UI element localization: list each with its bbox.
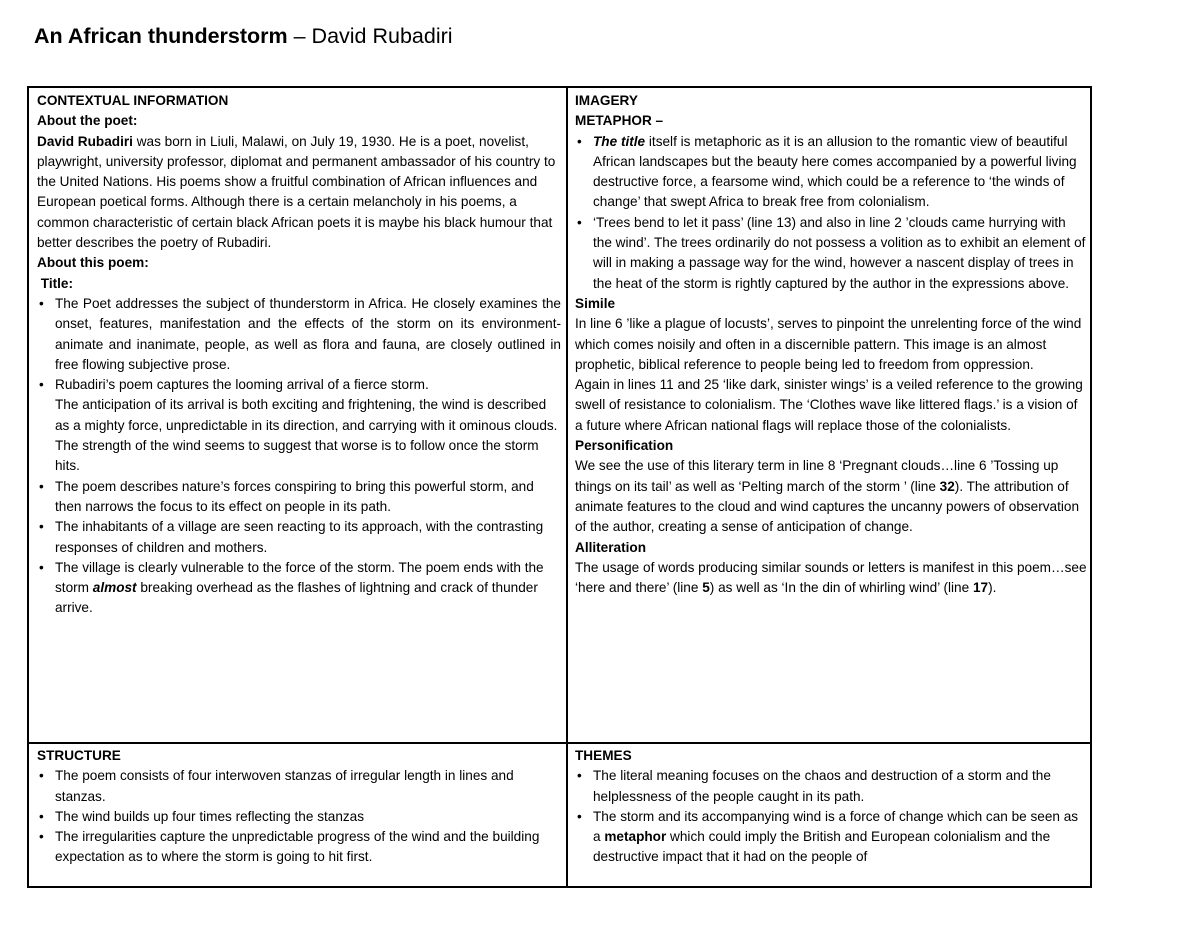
simile-text-1: In line 6 ’like a plague of locusts’, serves to pinpoint the unrelenting force of the wind which comes noisily and often in a discernible pattern. This image is an almost prophetic, biblical reference to people being led to freedom from oppression. [575, 316, 1082, 372]
list-item: • The literal meaning focuses on the chaos and destruction of a storm and the helplessness of the people caught in its path. [593, 766, 1087, 807]
poet-name: David Rubadiri [37, 133, 133, 149]
list-item: • The wind builds up four times reflecting the stanzas [55, 807, 561, 827]
simile-text-2: Again in lines 11 and 25 ‘like dark, sinister wings’ is a veiled reference to the growing swell of resistance to colonialism. The ‘Clothes wave like littered flags.’ is a vision of a future where African national flags will replace those of the colonialists. [575, 377, 1083, 433]
alliteration-text-a: The usage of words producing similar sounds or letters is manifest in this poem…see ‘here and there’ (line [575, 559, 1087, 596]
alliteration-line-number: 5 [702, 580, 710, 596]
personification-text-b: ). The attribution of animate features to the cloud and wind captures the uncanny powers of observation of the author, creating a sense of anticipation of change. [575, 478, 1080, 535]
contextual-heading: CONTEXTUAL INFORMATION [37, 93, 229, 108]
alliteration-text-b: ) as well as ‘In the din of whirling wind’ (line [709, 580, 973, 596]
imagery-cell [575, 91, 1087, 598]
title-author: – David Rubadiri [287, 24, 453, 48]
structure-heading: STRUCTURE [37, 748, 121, 763]
row-divider [29, 742, 1090, 744]
poet-bio [37, 132, 561, 254]
title-subheading: Title: [37, 275, 74, 291]
list-item: • ‘Trees bend to let it pass’ (line 13) and also in line 2 ’clouds came hurrying with the wind’. The trees ordinarily do not possess a volition as to exhibit an element of will in making a passage way for the wind, however a nascent display of trees in the heat of the storm is rightly captured by the author in the expressions above. [593, 213, 1087, 294]
list-item: • The poem describes nature’s forces conspiring to bring this powerful storm, and then narrows the focus to its effect on people in its path. [55, 477, 561, 518]
personification-line-number: 32 [939, 478, 955, 494]
metaphor-heading: METAPHOR – [575, 113, 664, 129]
bullet-text: The storm and its accompanying wind is a force of change which can be seen as a [593, 808, 1079, 845]
structure-cell [37, 746, 561, 868]
list-item [55, 375, 561, 476]
alliteration-text-c: ). [988, 580, 997, 596]
title-bold: An African thunderstorm [34, 24, 288, 48]
list-item [593, 807, 1087, 868]
metaphor-bullets [575, 132, 1087, 294]
list-item: • The irregularities capture the unpredictable progress of the wind and the building expectation as to where the storm is going to hit first. [55, 827, 561, 868]
bullet-text: breaking overhead as the flashes of lightning and crack of thunder arrive. [55, 580, 538, 616]
personification-heading: Personification [575, 438, 674, 454]
about-poet-heading: About the poet: [37, 113, 138, 129]
metaphor-lead: The title [593, 133, 646, 149]
structure-bullets [37, 766, 561, 867]
imagery-heading: IMAGERY [575, 93, 638, 108]
alliteration-line-number: 17 [972, 580, 989, 596]
bullet-text: The anticipation of its arrival is both exciting and frightening, the wind is described as a mighty force, unpredictable in its direction, and carrying with it ominous clouds. The strength of the wind seems to suggest that worse is to follow once the storm hits. [55, 397, 558, 474]
list-item [593, 132, 1087, 213]
bullet-text: which could imply the British and European colonialism and the destructive impact that it had on the people of [593, 829, 1051, 865]
list-item: • The poem consists of four interwoven stanzas of irregular length in lines and stanzas. [55, 766, 561, 807]
list-item: • The inhabitants of a village are seen reacting to its approach, with the contrasting responses of children and mothers. [55, 517, 561, 558]
page-title [34, 24, 453, 49]
emphasis-metaphor: metaphor [604, 829, 667, 845]
content-table [27, 86, 1092, 888]
bullet-text: Rubadiri’s poem captures the looming arrival of a fierce storm. [55, 377, 429, 393]
column-divider [566, 88, 568, 886]
contextual-cell [37, 91, 561, 619]
list-item [55, 558, 561, 619]
about-poem-heading: About this poem: [37, 255, 149, 271]
poet-bio-text: was born in Liuli, Malawi, on July 19, 1930. He is a poet, novelist, playwright, university professor, diplomat and permanent ambassador of his country to the United Nations. His poems show a fruitful combination of African influences and European poetical forms. Although there is a certain melancholy in his poems, a common characteristic of certain black African poets it is maybe his black humour that better describes the poetry of Rubadiri. [37, 133, 556, 251]
themes-cell [575, 746, 1087, 868]
alliteration-text [575, 558, 1087, 599]
themes-heading: THEMES [575, 748, 632, 763]
themes-bullets [575, 766, 1087, 867]
list-item: • The Poet addresses the subject of thunderstorm in Africa. He closely examines the onset, features, manifestation and the effects of the storm on its environment-animate and inanimate, people, as well as flora and fauna, are closely outlined in free flowing subjective prose. [55, 294, 561, 375]
contextual-bullets [37, 294, 561, 619]
emphasis-almost: almost [92, 580, 137, 596]
simile-heading: Simile [575, 295, 616, 311]
personification-text-a: We see the use of this literary term in line 8 ‘Pregnant clouds…line 6 ’Tossing up things on its tail’ as well as ‘Pelting march of the storm ’ (line [575, 458, 1059, 494]
bullet-text: The village is clearly vulnerable to the force of the storm. The poem ends with the storm [55, 559, 544, 596]
bullet-text: itself is metaphoric as it is an allusion to the romantic view of beautiful African landscapes but the beauty here comes accompanied by a powerful living destructive force, a fearsome wind, which could be a reference to ‘the winds of change’ that swept Africa to break free from colonialism. [593, 133, 1077, 210]
personification-text [575, 456, 1087, 537]
alliteration-heading: Alliteration [575, 539, 646, 555]
